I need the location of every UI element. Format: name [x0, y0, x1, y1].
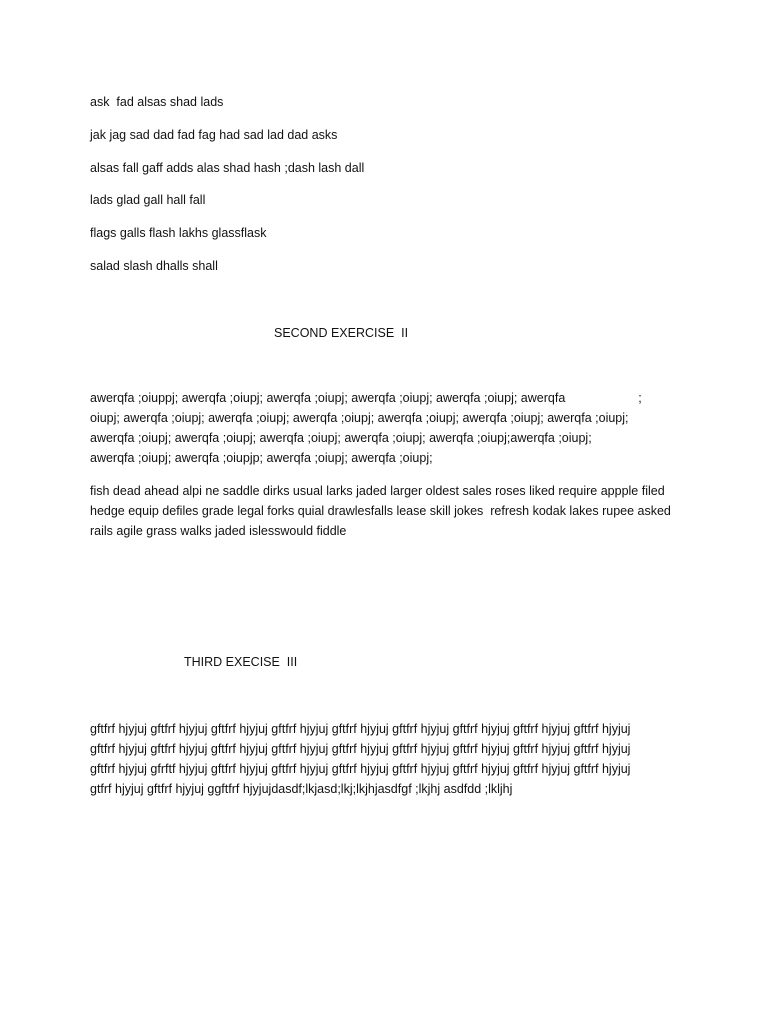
- exercise2-drill-line-4: awerqfa ;oiupj; awerqfa ;oiupjp; awerqfa ;oiupj; awerqfa ;oiupj;: [90, 451, 433, 465]
- exercise2-word-line-3: rails agile grass walks jaded islesswould fiddle: [90, 524, 347, 538]
- exercise2-word-paragraph: [90, 481, 680, 541]
- exercise2-word-line-1: fish dead ahead alpi ne saddle dirks usual larks jaded larger oldest sales roses liked require appple filed: [90, 484, 665, 498]
- exercise1-line-1: ask fad alsas shad lads: [90, 95, 224, 109]
- exercise3-paragraph: [90, 719, 680, 799]
- exercise3-line-2: gftfrf hjyjuj gftfrf hjyjuj gftfrf hjyjuj gftfrf hjyjuj gftfrf hjyjuj gftfrf hjyjuj gftfrf hjyjuj gftfrf hjyjuj gftfrf hjyjuj: [90, 742, 631, 756]
- exercise2-drill-paragraph: [90, 388, 680, 468]
- exercise2-drill-line-3: awerqfa ;oiupj; awerqfa ;oiupj; awerqfa ;oiupj; awerqfa ;oiupj; awerqfa ;oiupj;awerqfa ;oiupj;: [90, 431, 592, 445]
- exercise1-line-5: flags galls flash lakhs glassflask: [90, 226, 267, 240]
- exercise2-drill-line-1: awerqfa ;oiuppj; awerqfa ;oiupj; awerqfa ;oiupj; awerqfa ;oiupj; awerqfa ;oiupj; awerqfa ;: [90, 391, 642, 405]
- exercise1-line-2: jak jag sad dad fad fag had sad lad dad asks: [90, 128, 338, 142]
- exercise1-line-6: salad slash dhalls shall: [90, 259, 218, 273]
- exercise2-heading: SECOND EXERCISE II: [274, 326, 409, 340]
- exercise3-line-4: gtfrf hjyjuj gftfrf hjyjuj ggftfrf hjyjujdasdf;lkjasd;lkj;lkjhjasdfgf ;lkjhj asdfdd ;lkljhj: [90, 782, 513, 796]
- exercise1-line-4: lads glad gall hall fall: [90, 193, 206, 207]
- exercise1-line-3: alsas fall gaff adds alas shad hash ;dash lash dall: [90, 161, 365, 175]
- exercise3-line-1: gftfrf hjyjuj gftfrf hjyjuj gftfrf hjyjuj gftfrf hjyjuj gftfrf hjyjuj gftfrf hjyjuj gftfrf hjyjuj gftfrf hjyjuj gftfrf hjyjuj: [90, 722, 631, 736]
- exercise2-word-line-2: hedge equip defiles grade legal forks quial drawlesfalls lease skill jokes refresh kodak lakes rupee asked: [90, 504, 671, 518]
- exercise3-line-3: gftfrf hjyjuj gfrftf hjyjuj gftfrf hjyjuj gftfrf hjyjuj gftfrf hjyjuj gftfrf hjyjuj gftfrf hjyjuj gftfrf hjyjuj gftfrf hjyjuj: [90, 762, 631, 776]
- exercise2-drill-line-2: oiupj; awerqfa ;oiupj; awerqfa ;oiupj; awerqfa ;oiupj; awerqfa ;oiupj; awerqfa ;oiupj; awerqfa ;oiupj;: [90, 411, 629, 425]
- exercise3-heading: THIRD EXECISE III: [184, 655, 298, 669]
